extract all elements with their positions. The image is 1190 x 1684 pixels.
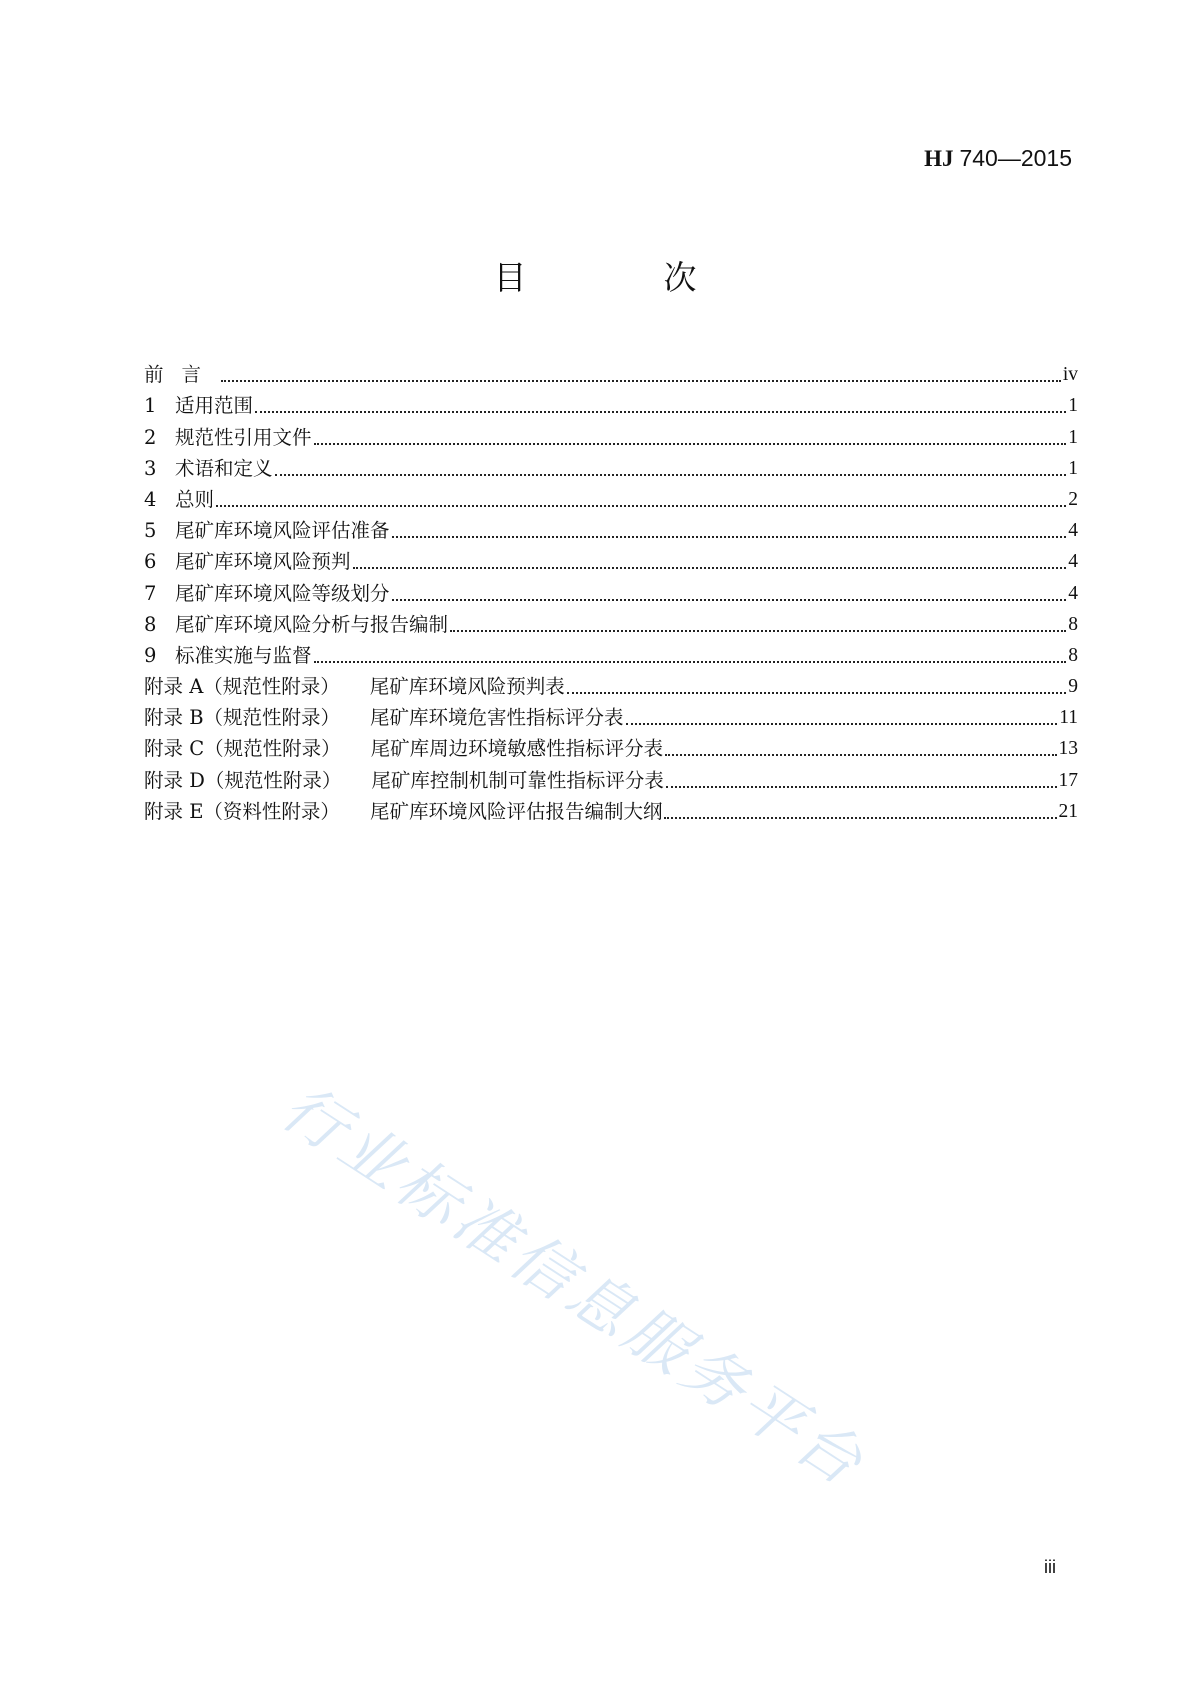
toc-entry-number: 2 — [144, 425, 157, 449]
standard-number: 740—2015 — [959, 145, 1072, 171]
standard-prefix: HJ — [924, 146, 954, 171]
toc-entry-number: 3 — [144, 456, 157, 480]
toc-entry-label: 附录 E（资料性附录） — [144, 799, 340, 823]
toc-entry-label: 附录 A（规范性附录） — [144, 675, 340, 699]
toc-entry-label: 尾矿库环境风险分析与报告编制 — [175, 612, 449, 636]
page-number: iii — [1044, 1557, 1056, 1577]
toc-entry-label: 附录 B（规范性附录） — [144, 706, 341, 730]
dot-leader — [666, 786, 1057, 788]
dot-leader — [567, 692, 1066, 694]
toc-entry-number: 1 — [144, 394, 157, 418]
toc-entry-number: 8 — [144, 612, 157, 636]
toc-entry-appendix-a[interactable] — [144, 669, 1078, 700]
toc-entry-clause-2[interactable] — [144, 419, 1078, 450]
toc-entry-label: 标准实施与监督 — [175, 643, 312, 667]
toc-entry-clause-5[interactable] — [144, 513, 1078, 544]
toc-entry-label: 术语和定义 — [175, 456, 273, 480]
toc-entry-page: 4 — [1068, 551, 1078, 573]
toc-entry-clause-4[interactable] — [144, 482, 1078, 513]
toc-entry-label: 尾矿库环境风险预判 — [175, 550, 351, 574]
dot-leader — [255, 411, 1066, 413]
dot-leader — [221, 380, 1061, 382]
dot-leader — [275, 474, 1067, 476]
toc-entry-page: 2 — [1068, 488, 1078, 510]
dot-leader — [314, 443, 1067, 445]
toc-entry-page: 11 — [1059, 707, 1078, 729]
page-title: 目 次 — [493, 258, 749, 297]
toc-entry-label: 尾矿库环境风险等级划分 — [175, 581, 390, 605]
toc-entry-number: 4 — [144, 487, 157, 511]
dot-leader — [392, 599, 1067, 601]
toc-entry-page: 17 — [1058, 769, 1078, 791]
toc-entry-clause-9[interactable] — [144, 638, 1078, 669]
dot-leader — [664, 817, 1056, 819]
toc-entry-appendix-e[interactable] — [144, 794, 1078, 825]
toc-entry-subtitle: 尾矿库控制机制可靠性指标评分表 — [371, 768, 664, 792]
toc-entry-label: 规范性引用文件 — [175, 425, 312, 449]
dot-leader — [450, 630, 1066, 632]
toc-entry-label — [144, 362, 219, 388]
toc-entry-page: 4 — [1068, 582, 1078, 604]
toc-entry-page: 1 — [1068, 395, 1078, 417]
standard-code — [924, 144, 1072, 173]
toc-entry-appendix-c[interactable] — [144, 731, 1078, 762]
toc-entry-label: 总则 — [175, 487, 215, 511]
toc-entry-number: 7 — [144, 581, 157, 605]
toc-entry-clause-7[interactable] — [144, 575, 1078, 606]
toc-entry-number: 5 — [144, 519, 157, 543]
toc-entry-label: 尾矿库环境风险评估准备 — [175, 519, 390, 543]
watermark: 行业标准信息服务平台 — [269, 1070, 880, 1502]
dot-leader — [626, 723, 1058, 725]
dot-leader — [353, 567, 1067, 569]
toc-entry-page: 13 — [1058, 738, 1078, 760]
toc-entry-page: 8 — [1068, 613, 1078, 635]
toc-entry-number: 6 — [144, 550, 157, 574]
toc-entry-page: 9 — [1068, 676, 1078, 698]
dot-leader — [216, 505, 1066, 507]
toc-entry-page: 1 — [1068, 457, 1078, 479]
toc-entry-appendix-d[interactable] — [144, 762, 1078, 793]
toc-entry-page: iv — [1062, 364, 1078, 386]
toc-entry-page: 21 — [1058, 800, 1078, 822]
dot-leader — [665, 754, 1056, 756]
toc-entry-foreword[interactable] — [144, 357, 1078, 388]
toc-entry-page: 4 — [1068, 520, 1078, 542]
toc-entry-label-char: 前言 — [144, 363, 220, 387]
toc-entry-clause-8[interactable] — [144, 607, 1078, 638]
toc-entry-label: 附录 C（规范性附录） — [144, 737, 341, 761]
toc-entry-clause-6[interactable] — [144, 544, 1078, 575]
toc-entry-subtitle: 尾矿库环境危害性指标评分表 — [370, 706, 624, 730]
dot-leader — [392, 536, 1067, 538]
toc-entry-page: 1 — [1068, 426, 1078, 448]
toc-entry-label: 附录 D（规范性附录） — [144, 768, 342, 792]
toc-entry-label: 适用范围 — [175, 394, 254, 418]
toc-entry-appendix-b[interactable] — [144, 700, 1078, 731]
toc-entry-clause-1[interactable] — [144, 388, 1078, 419]
toc-entry-page: 8 — [1068, 644, 1078, 666]
toc-entry-clause-3[interactable] — [144, 451, 1078, 482]
dot-leader — [314, 661, 1067, 663]
toc-entry-subtitle: 尾矿库环境风险预判表 — [369, 675, 565, 699]
toc-entry-number: 9 — [144, 643, 157, 667]
toc-entry-subtitle: 尾矿库环境风险评估报告编制大纲 — [369, 799, 663, 823]
table-of-contents — [144, 357, 1078, 825]
toc-entry-subtitle: 尾矿库周边环境敏感性指标评分表 — [370, 737, 664, 761]
